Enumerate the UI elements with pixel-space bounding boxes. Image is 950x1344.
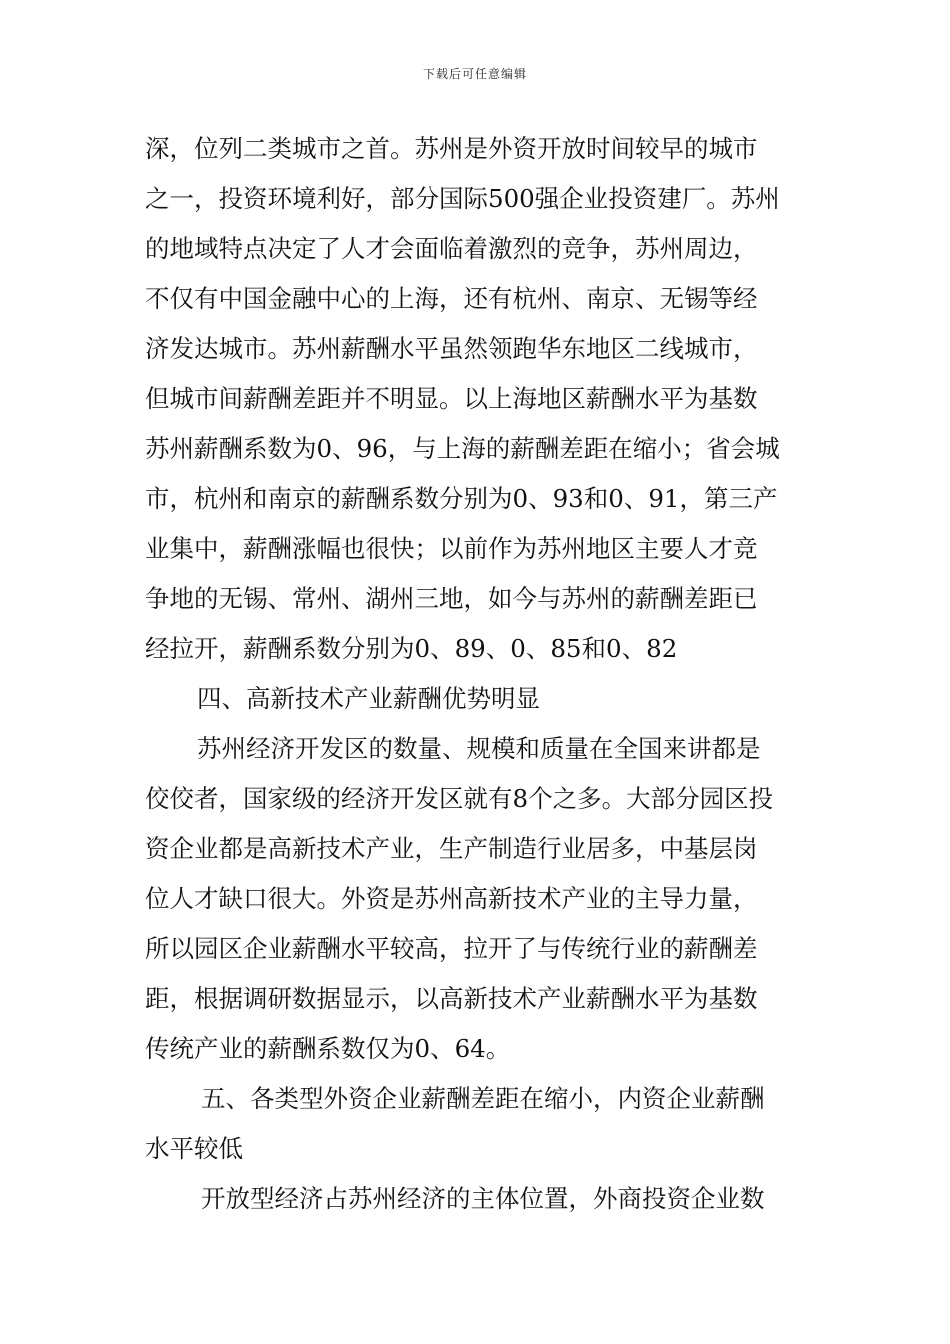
text-line: 位人才缺口很大。外资是苏州高新技术产业的主导力量， [145,884,758,913]
page-header: 下载后可任意编辑 [422,67,527,81]
paragraph [145,1074,813,1174]
text-line: 佼佼者，国家级的经济开发区就有8个之多。大部分园区投 [145,784,774,813]
document-body [145,124,813,1224]
text-line: 但城市间薪酬差距并不明显。以上海地区薪酬水平为基数 [145,384,758,413]
text-line: 济发达城市。苏州薪酬水平虽然领跑华东地区二线城市， [145,334,758,363]
paragraph [145,124,813,674]
text-line: 经拉开，薪酬系数分别为0、89、0、85和0、82 [145,634,678,663]
text-line: 之一，投资环境利好，部分国际500强企业投资建厂。苏州 [145,184,780,213]
text-line: 资企业都是高新技术产业，生产制造行业居多，中基层岗 [145,834,758,863]
paragraph [145,724,813,1074]
text-line: 的地域特点决定了人才会面临着激烈的竞争，苏州周边， [145,234,758,263]
text-line: 水平较低 [145,1134,243,1163]
text-line: 业集中，薪酬涨幅也很快；以前作为苏州地区主要人才竞 [145,534,758,563]
text-line: 争地的无锡、常州、湖州三地，如今与苏州的薪酬差距已 [145,584,758,613]
text-line: 传统产业的薪酬系数仅为0、64。 [145,1034,511,1063]
text-line: 所以园区企业薪酬水平较高，拉开了与传统行业的薪酬差 [145,934,758,963]
paragraph [145,674,813,724]
text-line: 距，根据调研数据显示，以高新技术产业薪酬水平为基数 [145,984,758,1013]
text-line: 不仅有中国金融中心的上海，还有杭州、南京、无锡等经 [145,284,758,313]
text-line: 五、各类型外资企业薪酬差距在缩小，内资企业薪酬 [201,1084,765,1113]
text-line: 四、高新技术产业薪酬优势明显 [197,684,540,713]
text-line: 苏州薪酬系数为0、96，与上海的薪酬差距在缩小；省会城 [145,434,780,463]
text-line: 开放型经济占苏州经济的主体位置，外商投资企业数 [201,1184,765,1213]
text-line: 苏州经济开发区的数量、规模和质量在全国来讲都是 [197,734,761,763]
paragraph [145,1174,813,1224]
text-line: 市，杭州和南京的薪酬系数分别为0、93和0、91，第三产 [145,484,778,513]
text-line: 深，位列二类城市之首。苏州是外资开放时间较早的城市 [145,134,758,163]
